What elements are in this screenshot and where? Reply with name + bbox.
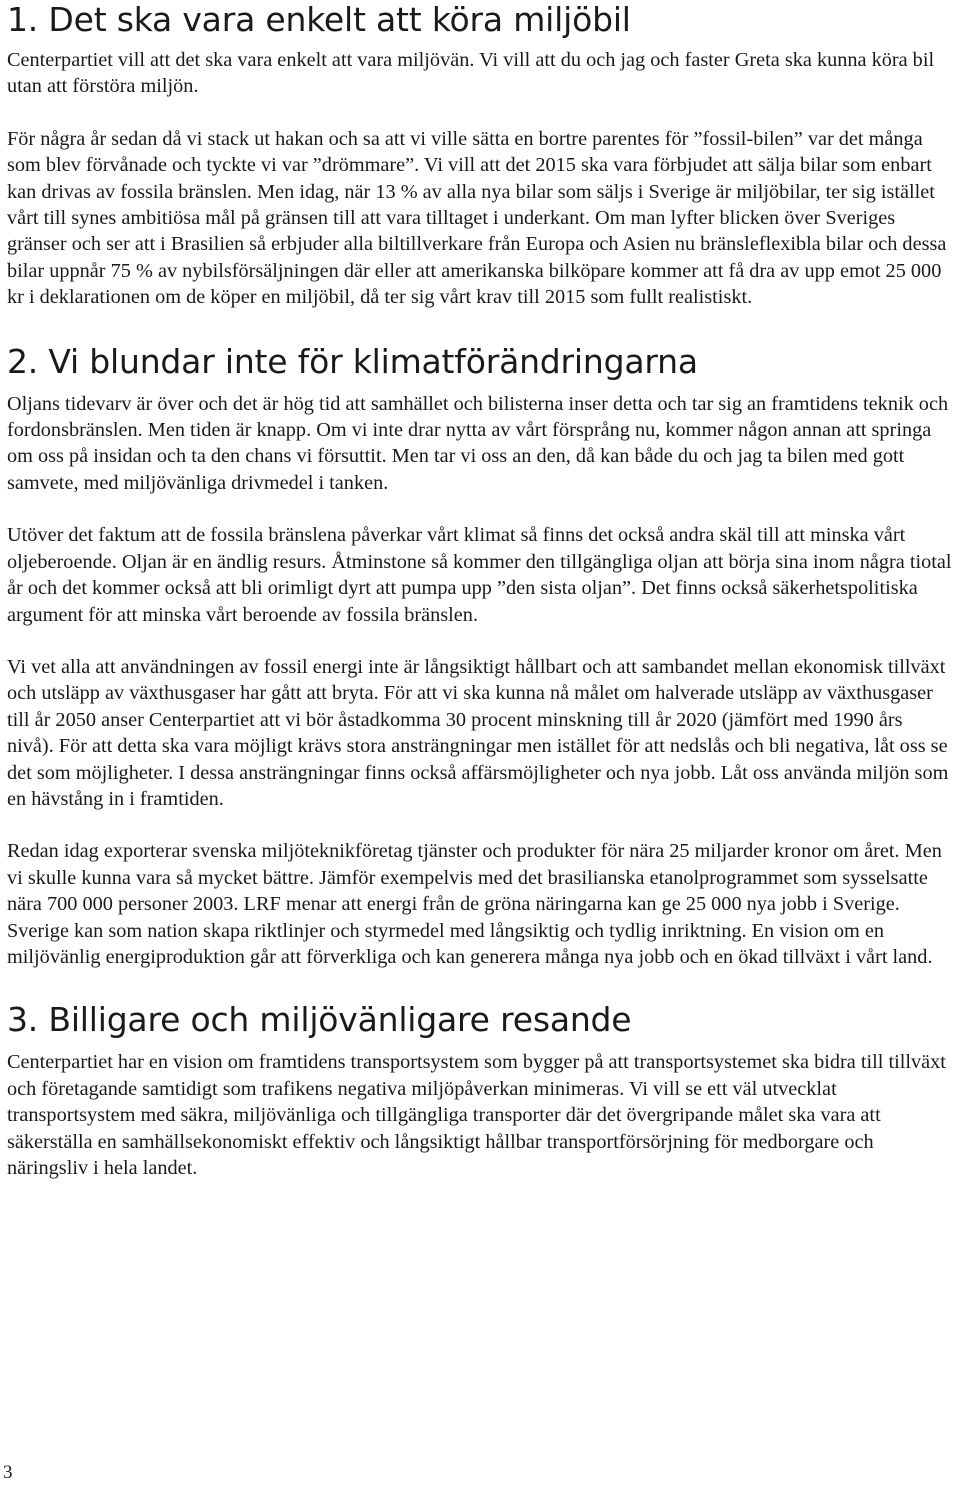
paragraph: Centerpartiet har en vision om framtidens transportsystem som bygger på att transportsystemet ska bidra till tillväxt och företagande samtidigt som trafikens negativa miljöpåverkan minimeras. Vi vill se ett väl utvecklat transportsystem med säkra, miljövänliga och tillgängliga transporter där det övergripande målet ska vara att säkerställa en samhällsekonomiskt effektiv och långsiktigt hållbar transportförsörjning för medborgare och näringsliv i hela landet. — [7, 1051, 946, 1179]
section-3 — [7, 1000, 953, 1181]
section-2 — [7, 342, 953, 971]
section-1 — [7, 0, 953, 311]
section-heading: 1. Det ska vara enkelt att köra miljöbil — [7, 0, 631, 39]
document-page — [7, 0, 953, 1181]
paragraph: Redan idag exporterar svenska miljöteknikföretag tjänster och produkter för nära 25 miljarder kronor om året. Men vi skulle kunna vara så mycket bättre. Jämför exempelvis med det brasilianska etanolprogrammet som sysselsatte nära 700 000 personer 2003. LRF menar att energi från de gröna näringarna kan ge 25 000 nya jobb i Sverige. Sverige kan som nation skapa riktlinjer och styrmedel med långsiktig och tydlig inriktning. En vision om en miljövänlig energiproduktion går att förverkliga och kan generera många nya jobb och en ökad tillväxt i vårt land. — [7, 840, 942, 968]
page-number: 3 — [3, 1462, 13, 1483]
paragraph: För några år sedan då vi stack ut hakan och sa att vi ville sätta en bortre parentes för ”fossil-bilen” var det många som blev förvånade och tyckte vi var ”drömmare”. Vi vill att det 2015 ska vara förbjudet att sälja bilar som enbart kan drivas av fossila bränslen. Men idag, när 13 % av alla nya bilar som säljs i Sverige är miljöbilar, ter sig istället vårt till synes ambitiösa mål på gränsen till att vara tilltaget i underkant. Om man lyfter blicken över Sveriges gränser och ser att i Brasilien så erbjuder alla biltillverkare från Europa och Asien nu bränsleflexibla bilar och dessa bilar uppnår 75 % av nybilsförsäljningen där eller att amerikanska bilköpare kommer att få dra av upp emot 25 000 kr i deklarationen om de köper en miljöbil, då ter sig vårt krav till 2015 som fullt realistiskt. — [7, 127, 947, 309]
paragraph: Vi vet alla att användningen av fossil energi inte är långsiktigt hållbart och att sambandet mellan ekonomisk tillväxt och utsläpp av växthusgaser har gått att bryta. För att vi ska kunna nå målet om halverade utsläpp av växthusgaser till år 2050 anser Centerpartiet att vi bör åstadkomma 30 procent minskning till år 2020 (jämfört med 1990 års nivå). För att detta ska vara möjligt krävs stora ansträngningar men istället för att nedslås och bli negativa, låt oss se det som möjligheter. I dessa ansträngningar finns också affärsmöjligheter och nya jobb. Låt oss använda miljön som en hävstång in i framtiden. — [7, 655, 949, 810]
paragraph: Oljans tidevarv är över och det är hög tid att samhället och bilisterna inser detta och tar sig an framtidens teknik och fordonsbränslen. Men tiden är knapp. Om vi inte drar nytta av vårt försprång nu, kommer någon annan att springa om oss på insidan och ta den chans vi försuttit. Men tar vi oss an den, då kan både du och jag ta bilen med gott samvete, med miljövänliga drivmedel i tanken. — [7, 392, 949, 494]
paragraph: Centerpartiet vill att det ska vara enkelt att vara miljövän. Vi vill att du och jag och faster Greta ska kunna köra bil utan att förstöra miljön. — [7, 49, 935, 98]
section-heading: 3. Billigare och miljövänligare resande — [7, 1000, 632, 1040]
paragraph: Utöver det faktum att de fossila bränslena påverkar vårt klimat så finns det också andra skäl till att minska vårt oljeberoende. Oljan är en ändlig resurs. Åtminstone så kommer den tillgängliga oljan att börja sina inom några tiotal år och det kommer också att bli orimligt dyrt att pumpa upp ”den sista oljan”. Det finns också säkerhetspolitiska argument för att minska vårt beroende av fossila bränslen. — [7, 524, 952, 626]
section-heading: 2. Vi blundar inte för klimatförändringarna — [7, 341, 698, 381]
